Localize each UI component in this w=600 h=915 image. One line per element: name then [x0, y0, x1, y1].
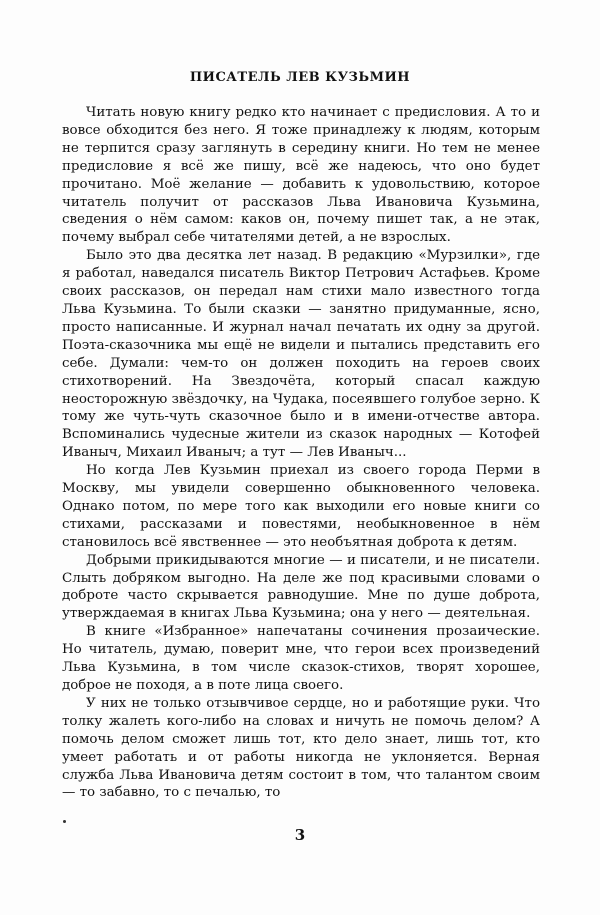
- page-number: 3: [294, 826, 306, 844]
- paragraph-4: Добрыми прикидываются многие — и писатели, и не писатели. Слыть добряком выгодно. На деле же под красивыми словами о доброте часто скрывается равнодушие. Мне по душе доброта, утверждаемая в книгах Льва Кузьмина; она у него — деятельная.: [62, 552, 540, 622]
- paragraph-1: Читать новую книгу редко кто начинает с предисловия. А то и вовсе обходится без него. Я тоже принадлежу к людям, которым не терпится сразу заглянуть в середину книги. Но тем не менее предисловие я всё же пишу, всё же надеюсь, что оно будет прочитано. Моё желание — добавить к удовольствию, которое читатель получит от рассказов Льва Ивановича Кузьмина, сведения о нём самом: каков он, почему пишет так, а не этак, почему выбрал себе читателями детей, а не взрослых.: [62, 105, 540, 246]
- chapter-heading: ПИСАТЕЛЬ ЛЕВ КУЗЬМИН: [189, 70, 411, 85]
- paragraph-2: Было это два десятка лет назад. В редакцию «Мурзилки», где я работал, наведался писатель Виктор Петрович Астафьев. Кроме своих рассказов, он передал нам стихи мало известного тогда Льва Кузьмина. То были сказки — занятно придуманные, ясно, просто написанные. И журнал начал печатать их одну за другой. Поэта-сказочника мы ещё не видели и пытались представить его себе. Думали: чем-то он должен походить на героев своих стихотворений. На Звездочёта, который спасал каждую неосторожную звёздочку, на Чудака, посеявшего голубое зерно. К тому же чуть-чуть сказочное было и в имени-отчестве автора. Вспоминались чудесные жители из сказок народных — Котофей Иваныч, Михаил Иваныч; а тут — Лев Иваныч...: [62, 248, 540, 461]
- body-text: [62, 104, 540, 802]
- paragraph-3: Но когда Лев Кузьмин приехал из своего города Перми в Москву, мы увидели совершенно обыкновенного человека. Однако потом, по мере того как выходили его новые книги со стихами, рассказами и повестями, необыкновенное в нём становилось всё явственнее — это необъятная доброта к детям.: [62, 463, 540, 550]
- paragraph-5: В книге «Избранное» напечатаны сочинения прозаические. Но читатель, думаю, поверит мне, что герои всех произведений Льва Кузьмина, в том числе сказок-стихов, творят хорошее, доброе не походя, а в поте лица своего.: [62, 624, 540, 693]
- print-speck: [63, 820, 66, 823]
- paragraph-6: У них не только отзывчивое сердце, но и работящие руки. Что толку жалеть кого-либо на словах и ничуть не помочь делом? А помочь делом сможет лишь тот, кто дело знает, лишь тот, кто умеет работать и от работы никогда не уклоняется. Верная служба Льва Ивановича детям состоит в том, что талантом своим — то забавно, то с печалью, то: [62, 695, 540, 801]
